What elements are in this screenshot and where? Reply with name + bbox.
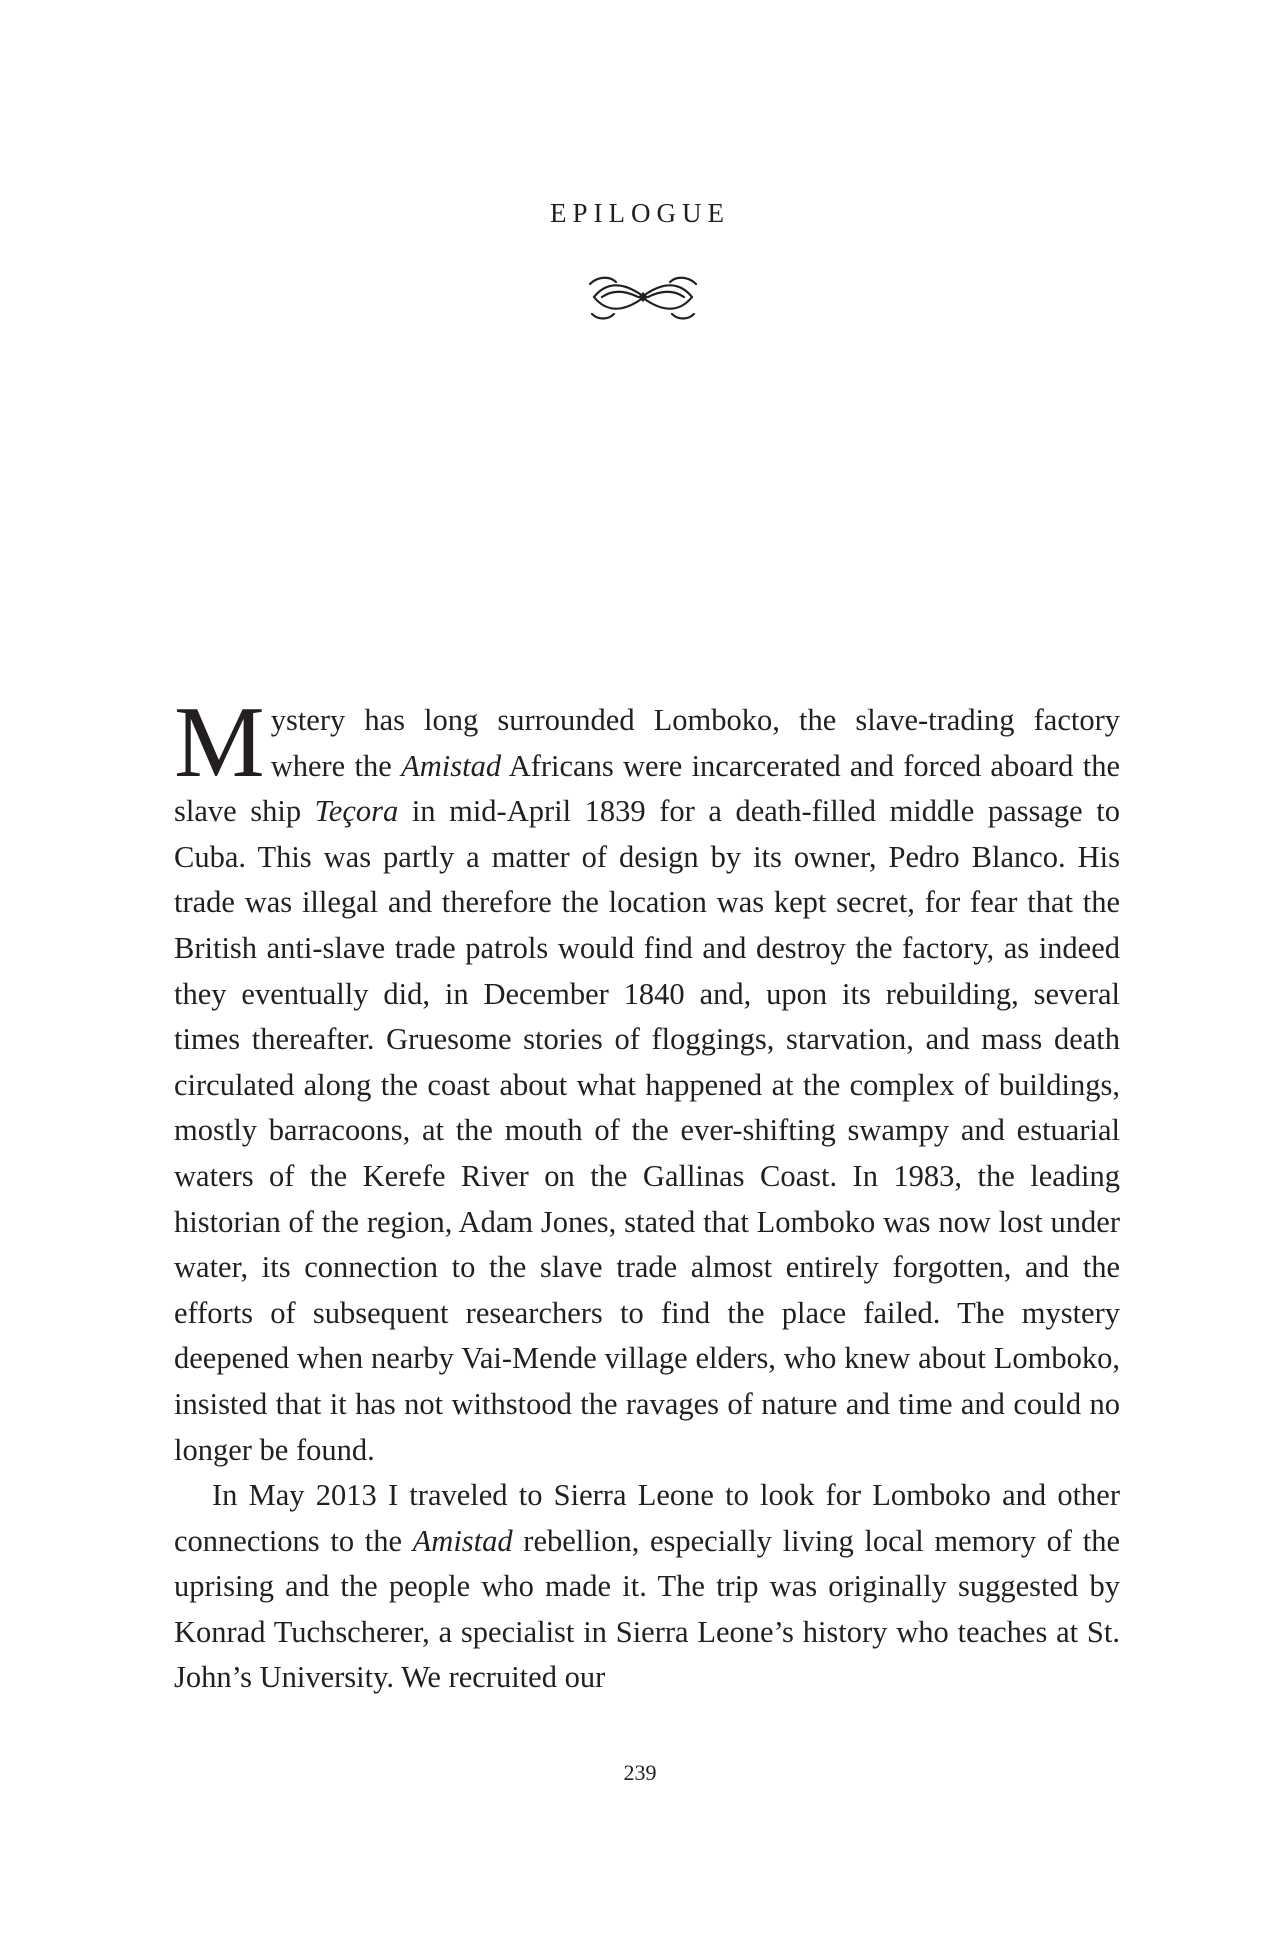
paragraph-1 xyxy=(174,686,1120,1473)
drop-cap: M xyxy=(174,686,265,799)
page-number: 239 xyxy=(623,1760,657,1785)
paragraph-1-text-a: ystery has long surrounded Lomboko, the slave-trading factory where the xyxy=(270,703,1120,783)
ship-name-amistad-2: Amistad xyxy=(412,1523,513,1558)
paragraph-2-text-a: In May 2013 I traveled to Sierra Leone to look for Lomboko and other connections to the xyxy=(174,1478,1120,1558)
paragraph-1-text-c: in mid-April 1839 for a death-filled middle passage to Cuba. This was partly a matter of design by its owner, Pedro Blanco. His trade was illegal and therefore the location was kept secret, for fear that the British anti-slave trade patrols would find and destroy the factory, as indeed they eventually did, in December 1840 and, upon its rebuilding, several times thereafter. Gruesome stories of floggings, starvation, and mass death circulated along the coast about what happened at the complex of buildings, mostly barracoons, at the mouth of the ever-shifting swampy and estuarial waters of the Kerefe River on the Gallinas Coast. In 1983, the leading historian of the region, Adam Jones, stated that Lomboko was now lost under water, its connection to the slave trade almost entirely forgotten, and the efforts of subsequent researchers to find the place failed. The mystery deepened when nearby Vai-Mende village elders, who knew about Lomboko, insisted that it has not withstood the ravages of nature and time and could no longer be found. xyxy=(174,794,1120,1467)
paragraph-2 xyxy=(174,1473,1120,1701)
paragraph-2-text-b: rebellion, especially living local memory of the uprising and the people who made it. The trip was originally suggested by Konrad Tuchscherer, a specialist in Sierra Leone’s history who teaches at St. John’s University. We recruited our xyxy=(174,1523,1120,1695)
body-text xyxy=(174,686,1120,1701)
paragraph-1-text-b: Africans were incarcerated and forced aboard the slave ship xyxy=(174,748,1120,829)
fleuron-ornament-icon xyxy=(588,270,698,324)
ship-name-tecora: Teçora xyxy=(314,794,399,829)
chapter-title: EPILOGUE xyxy=(550,198,730,228)
ship-name-amistad: Amistad xyxy=(401,748,502,783)
